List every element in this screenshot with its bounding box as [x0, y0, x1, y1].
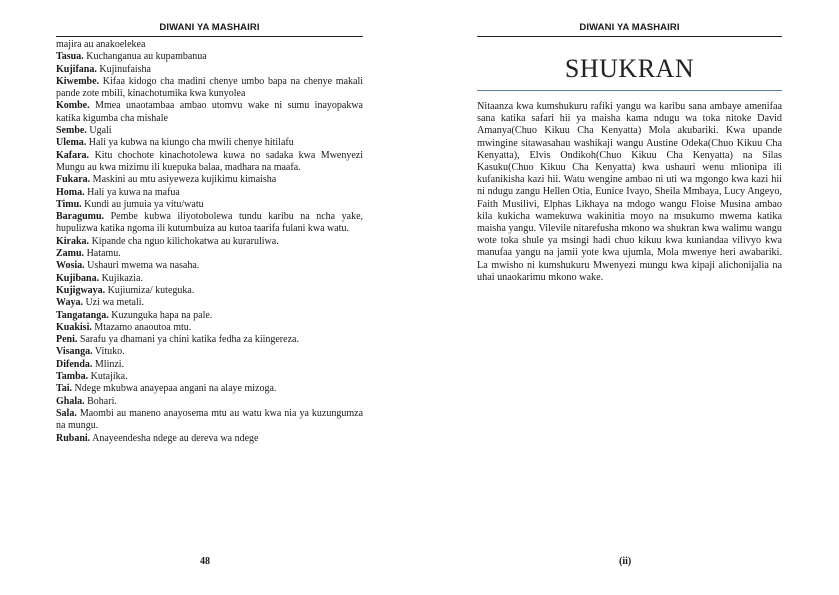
page-number-label: (ii) [619, 556, 632, 567]
glossary-term: Fukara. [56, 174, 91, 186]
glossary-entry [56, 137, 363, 149]
glossary-term: Sala. [56, 407, 77, 419]
page-number-label: 48 [200, 556, 210, 567]
glossary-entry [56, 285, 363, 297]
glossary-definition: Maskini au mtu asiyeweza kujikimu kimaisha [92, 174, 277, 186]
glossary-term: Kiraka. [56, 235, 90, 247]
title-rule [477, 90, 782, 91]
glossary-entry [56, 248, 363, 260]
glossary-entry [56, 273, 363, 285]
glossary-entry [56, 174, 363, 186]
glossary-term: Tamba. [56, 371, 89, 383]
glossary-entry [56, 211, 363, 236]
glossary-term: Kujigwaya. [56, 284, 106, 296]
glossary-definition: Ugali [89, 125, 112, 137]
glossary-term: Tasua. [56, 51, 84, 63]
glossary-entry [56, 125, 363, 137]
glossary-term: Visanga. [56, 346, 93, 358]
glossary-entry [56, 51, 363, 63]
glossary-term: Kiwembe. [56, 75, 100, 87]
glossary-entry [56, 100, 363, 125]
header-rule [477, 36, 782, 37]
glossary-term: Ghala. [56, 395, 85, 407]
glossary-definition: Kujinufaisha [99, 63, 151, 75]
glossary-entry [56, 334, 363, 346]
glossary-entry [56, 297, 363, 309]
glossary-entry [56, 433, 363, 445]
glossary-term: Kafara. [56, 149, 90, 161]
glossary-term: Kombe. [56, 100, 90, 112]
glossary-definition: Bohari. [87, 395, 117, 407]
glossary-definition: Hatamu. [86, 248, 121, 260]
glossary-definition: Kifaa kidogo cha madini chenye umbo bapa na chenye makali pande zote mbili, kinachotumika kwa kunyolea [56, 75, 364, 100]
glossary-term: Zamu. [56, 248, 85, 260]
glossary-entry [56, 76, 363, 101]
glossary-definition: Uzi wa metali. [85, 297, 145, 309]
glossary-entry [56, 408, 363, 433]
glossary-definition: Pembe kubwa iliyotobolewa tundu karibu na ncha yake, hupulizwa katika ngoma ili kutumbuiza au kutoa taarifa fulani kwa watu. [56, 211, 364, 235]
glossary-definition: Kundi au jumuia ya vitu/watu [84, 198, 204, 210]
glossary-term: Kujibana. [56, 272, 100, 284]
glossary-definition: Ndege mkubwa anayepaa angani na alaye mizoga. [74, 383, 277, 395]
acknowledgement-paragraph: Nitaanza kwa kumshukuru rafiki yangu wa karibu sana ambaye amenifaa sana katika safari hii ya maisha kama ndugu wa toka nitoke David Amanya(Chuo Kikuu Cha Kenyatta) Mola akubariki. Kwa upande mwingine sitawasahau washikaji wangu Austine Odeka(Chuo Kikuu Cha Kenyatta), Elvis Ondikoh(Chuo Kikuu Cha Kenyatta) na Silas Kasuku(Chuo Kikuu Cha Kenyatta) kwa ushauri wenu mlionipa ili kufanikisha kazi hii. Watu wengine ambao ni uti wa mgongo kwa kazi hii ni ndugu zangu Hellen Otia, Eunice Ivayo, Sheila Mmbaya, Lucy Angeyo, Faith Musilivi, Elphas Likhaya na mdogo wangu Floise Musina ambao kila kukicha wamekuwa wakinitia moyo na msukumo mwema katika maisha yangu. Vilevile nitarefusha mkono wa shukran kwa walimu wangu wote toka shule ya msingi hadi chuo kikuu kwa kuniandaa vilivyo kwa manufaa yangu na jamii yote kwa ujumla, Mola mwenye heri awabariki. La mwisho ni kumshukuru Mwenyezi mungu kwa kipaji alichonijalia na uhai unaokarimu mkono wake. [477, 101, 782, 283]
glossary-entry [56, 236, 363, 248]
glossary-term: Baragumu. [56, 211, 105, 223]
glossary-definition: Mmea unaotambaa ambao utomvu wake ni sumu inayopakwa katika kigumba cha mishale [56, 100, 363, 124]
glossary-term: Waya. [56, 297, 83, 309]
glossary-definition: Hali ya kubwa na kiungo cha mwili chenye hitilafu [88, 137, 294, 149]
glossary-term: Tangatanga. [56, 309, 109, 321]
glossary-definition: Kipande cha nguo kilichokatwa au kuraruliwa. [91, 235, 279, 247]
glossary-entry [56, 150, 363, 175]
glossary-entry [56, 310, 363, 322]
glossary-definition: Anayeendesha ndege au dereva wa ndege [92, 432, 259, 444]
glossary-definition: Mtazamo anaoutoa mtu. [94, 321, 192, 333]
glossary-definition: Kujiumiza/ kuteguka. [107, 284, 195, 296]
glossary-entry [56, 187, 363, 199]
glossary-definition: Sarafu ya dhamani ya chini katika fedha za kiingereza. [79, 334, 299, 346]
glossary-entry [56, 383, 363, 395]
glossary-entry [56, 64, 363, 76]
glossary-entry [56, 322, 363, 334]
glossary-definition: Kitu chochote kinachotolewa kuwa no sadaka kwa Mwenyezi Mungu au kwa mizimu ili kuepuka balaa, madhara na maafa. [56, 149, 364, 173]
chapter-title: SHUKRAN [564, 54, 695, 83]
glossary-entry [56, 396, 363, 408]
glossary-list [56, 39, 363, 445]
glossary-term: Peni. [56, 334, 78, 346]
glossary-definition: Vituko. [94, 346, 125, 358]
glossary-entry [56, 346, 363, 358]
glossary-term: Rubani. [56, 432, 91, 444]
glossary-definition: Kujikazia. [101, 272, 143, 284]
glossary-continuation: majira au anakoelekea [56, 39, 146, 50]
glossary-term: Difenda. [56, 358, 93, 370]
glossary-entry [56, 260, 363, 272]
glossary-entry [56, 199, 363, 211]
glossary-term: Tai. [56, 383, 73, 395]
right-page [420, 0, 839, 595]
glossary-definition: Kuchanganua au kupambanua [86, 51, 207, 63]
glossary-definition: Maombi au maneno anayosema mtu au watu kwa nia ya kuzungumza na mungu. [56, 407, 364, 432]
running-head: DIWANI YA MASHAIRI [579, 22, 680, 33]
glossary-term: Kuakisi. [56, 321, 92, 333]
glossary-term: Timu. [56, 198, 82, 210]
glossary-entry [56, 371, 363, 383]
left-page [0, 0, 419, 595]
glossary-term: Wosia. [56, 260, 85, 272]
header-rule [56, 36, 363, 37]
glossary-term: Ulema. [56, 137, 87, 149]
running-head: DIWANI YA MASHAIRI [159, 22, 260, 33]
glossary-definition: Kuzunguka hapa na pale. [111, 309, 213, 321]
glossary-definition: Ushauri mwema wa nasaha. [87, 260, 200, 272]
glossary-term: Sembe. [56, 125, 87, 137]
glossary-entry [56, 359, 363, 371]
glossary-term: Homa. [56, 186, 85, 198]
glossary-definition: Kutajika. [90, 371, 128, 383]
glossary-term: Kujifana. [56, 63, 97, 75]
glossary-definition: Hali ya kuwa na mafua [87, 186, 180, 198]
glossary-definition: Mlinzi. [94, 358, 125, 370]
